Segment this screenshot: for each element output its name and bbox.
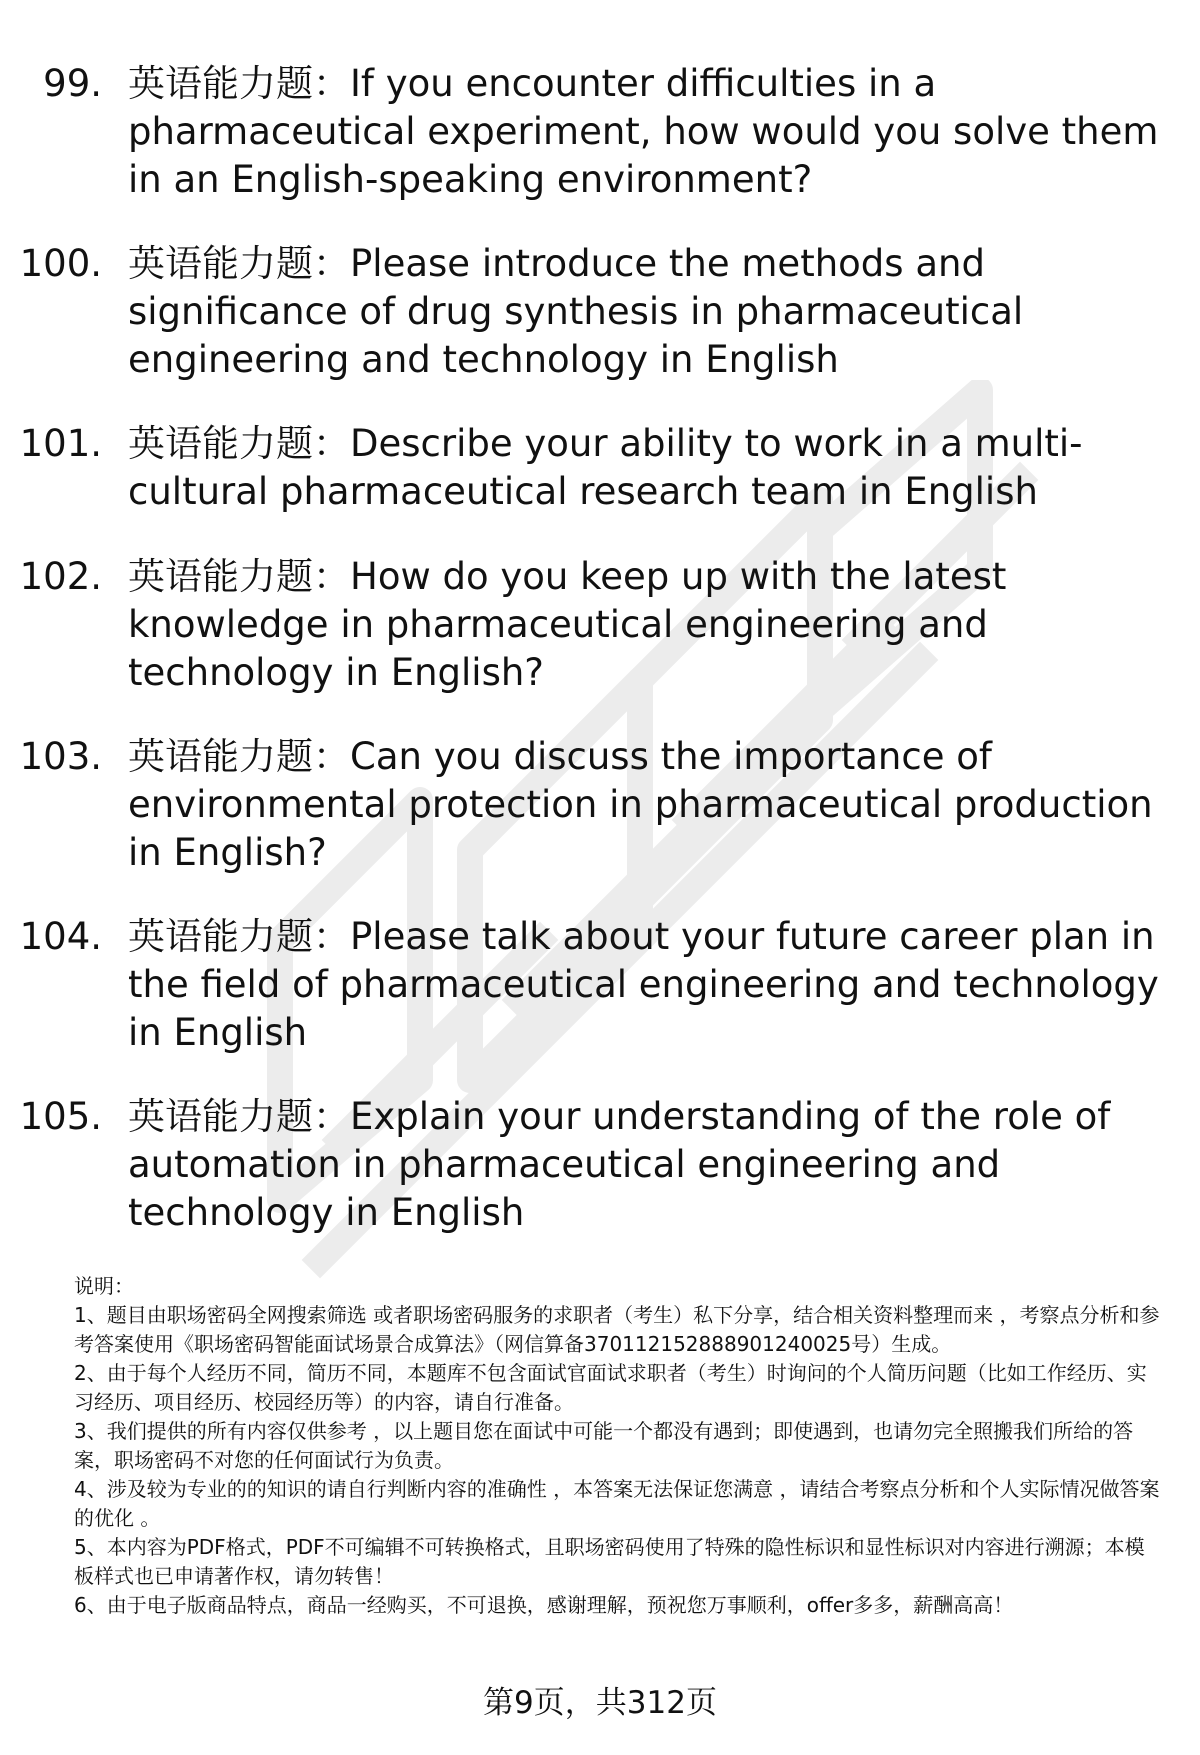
note-item: 4、涉及较为专业的的知识的请自行判断内容的准确性 ，本答案无法保证您满意 ，请结合考察点分析和个人实际情况做答案的优化 。 <box>74 1477 1160 1530</box>
question-text: 英语能力题：If you encounter difficulties in a pharmaceutical experiment, how would you solve them in an English-speaking environment? <box>128 62 1159 201</box>
question-number: 102. <box>19 555 102 598</box>
note-item: 1、题目由职场密码全网搜索筛选 或者职场密码服务的求职者（考生）私下分享，结合相关资料整理而来 ，考察点分析和参考答案使用《职场密码智能面试场景合成算法》（网信算备370112152888901240025号）生成。 <box>74 1303 1160 1356</box>
question-number: 99. <box>43 62 102 105</box>
question-text: 英语能力题：Please talk about your future career plan in the field of pharmaceutical engineering and technology in English <box>128 915 1159 1054</box>
question-text: 英语能力题：Can you discuss the importance of environmental protection in pharmaceutical production in English? <box>128 735 1153 874</box>
question-item <box>0 553 1200 733</box>
question-number: 100. <box>19 242 102 285</box>
question-number: 105. <box>19 1095 102 1138</box>
question-number: 101. <box>19 422 102 465</box>
question-list <box>0 60 1200 1273</box>
note-item: 3、我们提供的所有内容仅供参考 ，以上题目您在面试中可能一个都没有遇到；即使遇到，也请勿完全照搬我们所给的答案，职场密码不对您的任何面试行为负责。 <box>74 1419 1134 1472</box>
question-text: 英语能力题：Please introduce the methods and significance of drug synthesis in pharmaceutical engineering and technology in English <box>128 242 1024 381</box>
question-number: 103. <box>19 735 102 778</box>
page-number: 第9页，共312页 <box>483 1685 717 1721</box>
question-text: 英语能力题：Describe your ability to work in a multi-cultural pharmaceutical research team in English <box>128 422 1083 513</box>
question-text: 英语能力题：How do you keep up with the latest knowledge in pharmaceutical engineering and technology in English? <box>128 555 1007 694</box>
question-number: 104. <box>19 915 102 958</box>
question-item <box>0 913 1200 1093</box>
question-text: 英语能力题：Explain your understanding of the role of automation in pharmaceutical engineering and technology in English <box>128 1095 1111 1234</box>
notes-section <box>74 1272 1164 1620</box>
question-item <box>0 420 1200 553</box>
note-item: 2、由于每个人经历不同，简历不同，本题库不包含面试官面试求职者（考生）时询问的个人简历问题（比如工作经历、实习经历、项目经历、校园经历等）的内容，请自行准备。 <box>74 1361 1147 1414</box>
question-item <box>0 1093 1200 1273</box>
notes-heading: 说明： <box>74 1274 134 1298</box>
note-item: 5、本内容为PDF格式，PDF不可编辑不可转换格式，且职场密码使用了特殊的隐性标识和显性标识对内容进行溯源；本模板样式也已申请著作权，请勿转售！ <box>74 1535 1145 1588</box>
question-item <box>0 60 1200 240</box>
note-item: 6、由于电子版商品特点，商品一经购买，不可退换，感谢理解，预祝您万事顺利，offer多多，薪酬高高！ <box>74 1593 1014 1617</box>
question-item <box>0 240 1200 420</box>
question-item <box>0 733 1200 913</box>
